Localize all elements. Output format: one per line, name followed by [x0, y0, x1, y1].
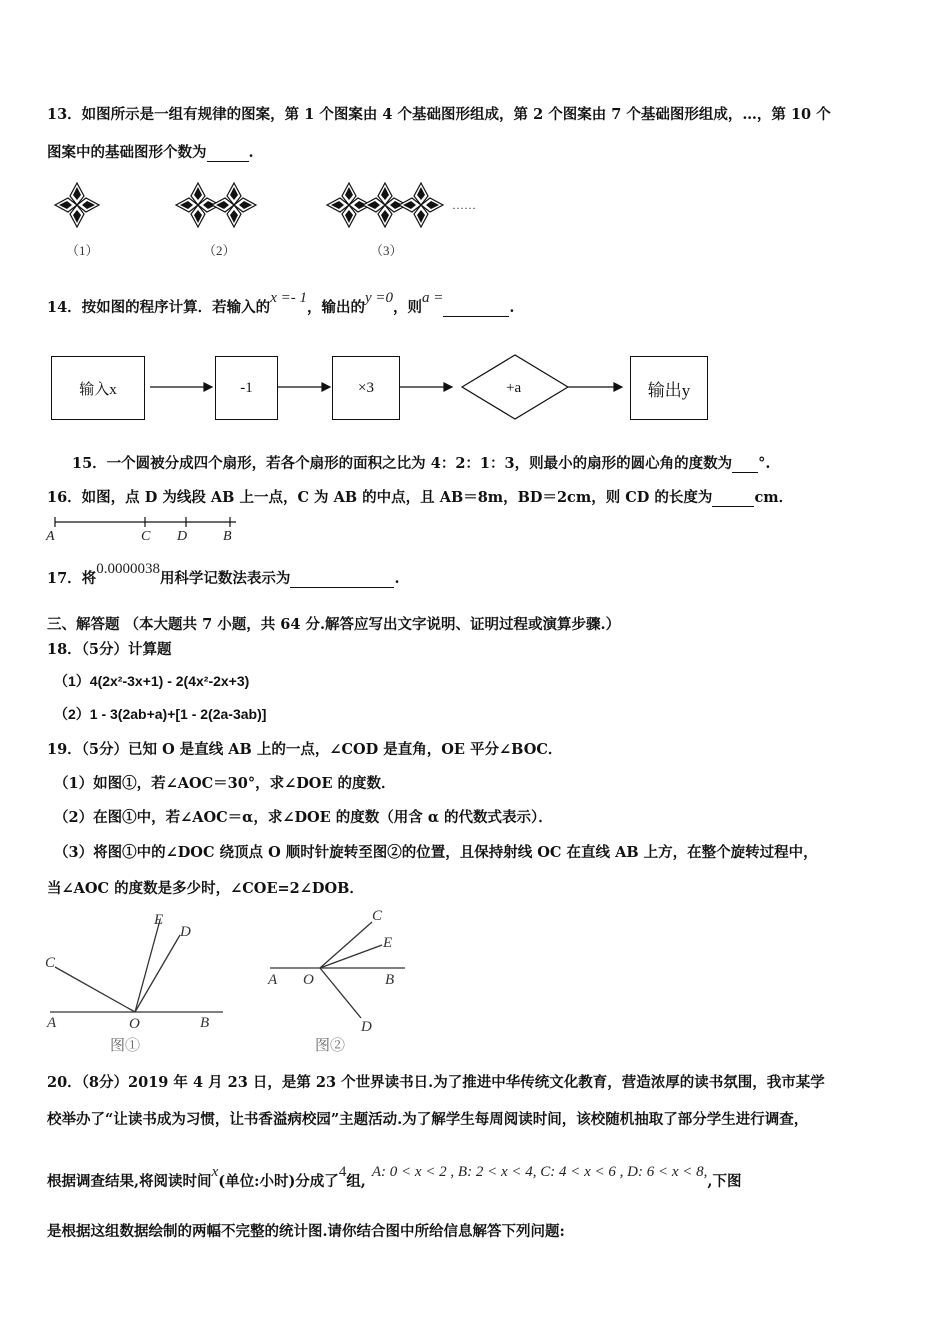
q17-mid: 用科学记数法表示为	[159, 570, 291, 587]
q17-prefix: 17．将	[47, 570, 97, 587]
q18-part2: （2）1 - 3(2ab+a)+[1 - 2(2a-3ab)]	[54, 706, 267, 722]
flow-step-3: ×3	[332, 356, 400, 420]
q18-title: 18．（5分）计算题	[47, 641, 172, 658]
q19-part3a: （3）将图①中的∠DOC 绕顶点 O 顺时针旋转至图②的位置，且保持射线 OC 在直线 AB 上方，在整个旋转过程中，	[54, 844, 818, 861]
q20-l3a: 根据调查结果,将阅读时间	[47, 1173, 212, 1190]
fig-label-1: （1）	[66, 243, 99, 258]
q17-line	[47, 561, 400, 588]
answer-blank	[207, 144, 249, 162]
fig2-label-c: C	[372, 908, 383, 924]
fig2-label-d: D	[361, 1019, 372, 1035]
q16-line	[47, 486, 793, 507]
flow-step-4: +a	[506, 380, 522, 396]
q14-end: .	[509, 299, 515, 316]
pattern-3	[327, 183, 443, 227]
pattern-2	[176, 183, 256, 227]
fig1-label-e: E	[154, 912, 164, 928]
fig2-caption: 图②	[315, 1038, 346, 1054]
q16-end: cm．	[754, 489, 794, 506]
answer-blank	[712, 489, 754, 507]
q20-l3d: ,下图	[707, 1173, 742, 1190]
q15-text: 15．一个圆被分成四个扇形，若各个扇形的面积之比为 4：2：1：3，则最小的扇形的圆心角的度数为	[72, 455, 733, 472]
q14-prefix: 14．按如图的程序计算．若输入的	[47, 299, 271, 316]
answer-blank	[732, 455, 758, 473]
q20-l3b: (单位:小时)分成了	[218, 1173, 339, 1190]
q14-line	[47, 290, 515, 317]
flow-step-2: -1	[215, 356, 278, 420]
point-b: B	[223, 529, 232, 544]
fig2-label-e: E	[383, 935, 393, 951]
pattern-1	[55, 183, 99, 227]
q14-a-eq: a =	[422, 290, 444, 306]
q15-end: °.	[758, 455, 771, 472]
q19-title: 19．（5分）已知 O 是直线 AB 上的一点，∠COD 是直角，OE 平分∠BOC．	[47, 741, 563, 758]
q14-y-eq: y =0	[364, 290, 393, 306]
q15-line	[72, 452, 770, 473]
q20-line3	[47, 1164, 742, 1191]
answer-blank	[443, 299, 509, 317]
answer-blank	[290, 570, 394, 588]
fig-label-2: （2）	[203, 243, 236, 258]
q13-line2-text: 图案中的基础图形个数为	[47, 144, 207, 161]
section3-heading: 三、解答题 （本大题共 7 小题，共 64 分.解答应写出文字说明、证明过程或演算步骤.）	[47, 616, 621, 633]
q14-mid1: ，输出的	[306, 299, 365, 316]
q18-part1: （1）4(2x²-3x+1) - 2(4x²-2x+3)	[54, 673, 250, 689]
q13-line2	[47, 141, 254, 162]
q19-figure-1	[40, 905, 240, 1055]
fig2-label-o: O	[303, 972, 314, 988]
flow-step-1: 输入x	[51, 356, 145, 420]
fig1-label-d: D	[180, 924, 191, 940]
point-a: A	[46, 529, 55, 544]
q20-four: 4	[338, 1164, 347, 1180]
q20-l3c: 组,	[346, 1173, 366, 1190]
q20-x: x	[211, 1164, 219, 1180]
q13-end: .	[248, 144, 254, 161]
q16-text: 16．如图，点 D 为线段 AB 上一点，C 为 AB 的中点，且 AB＝8m，BD＝2cm，则 CD 的长度为	[47, 489, 713, 506]
fig2-label-a: A	[268, 972, 278, 988]
q20-line1: 20．（8分）2019 年 4 月 23 日，是第 23 个世界读书日.为了推进中华传统文化教育，营造浓厚的读书氛围，我市某学	[47, 1074, 825, 1091]
fig1-label-c: C	[45, 955, 56, 971]
flow-step-5: 输出y	[630, 356, 708, 420]
q14-x-eq: x =- 1	[270, 290, 307, 306]
fig1-caption: 图①	[110, 1038, 141, 1054]
fig-label-3: （3）	[370, 243, 403, 258]
q13-line1: 13．如图所示是一组有规律的图案，第 1 个图案由 4 个基础图形组成，第 2 个图案由 7 个基础图形组成，…，第 10 个	[47, 106, 831, 123]
q20-line2: 校举办了“让读书成为习惯，让书香溢病校园”主题活动.为了解学生每周阅读时间，该校随机抽取了部分学生进行调查，	[47, 1111, 809, 1128]
q19-figure-2	[255, 900, 435, 1055]
q19-part1: （1）如图①，若∠AOC＝30°，求∠DOE 的度数．	[54, 775, 396, 792]
fig1-label-a: A	[47, 1015, 57, 1031]
q13-pattern-figure	[40, 165, 490, 265]
pattern-dots: ……	[452, 198, 476, 212]
q17-number: 0.0000038	[96, 561, 160, 577]
q20-groups: A: 0 < x < 2 , B: 2 < x < 4, C: 4 < x < 6 , D: 6 < x < 8,	[371, 1164, 708, 1180]
q19-part3b: 当∠AOC 的度数是多少时，∠COE=2∠DOB．	[47, 880, 364, 897]
q20-line4: 是根据这组数据绘制的两幅不完整的统计图.请你结合图中所给信息解答下列问题:	[47, 1223, 565, 1240]
point-d: D	[177, 529, 188, 544]
q19-part2: （2）在图①中，若∠AOC＝α，求∠DOE 的度数（用含 α 的代数式表示）．	[54, 809, 553, 826]
q17-end: .	[394, 570, 400, 587]
fig1-label-b: B	[200, 1015, 210, 1031]
fig2-label-b: B	[385, 972, 395, 988]
q14-mid2: ，则	[393, 299, 422, 316]
q16-segment-figure	[40, 510, 260, 546]
fig1-label-o: O	[129, 1016, 140, 1032]
point-c: C	[141, 529, 151, 544]
